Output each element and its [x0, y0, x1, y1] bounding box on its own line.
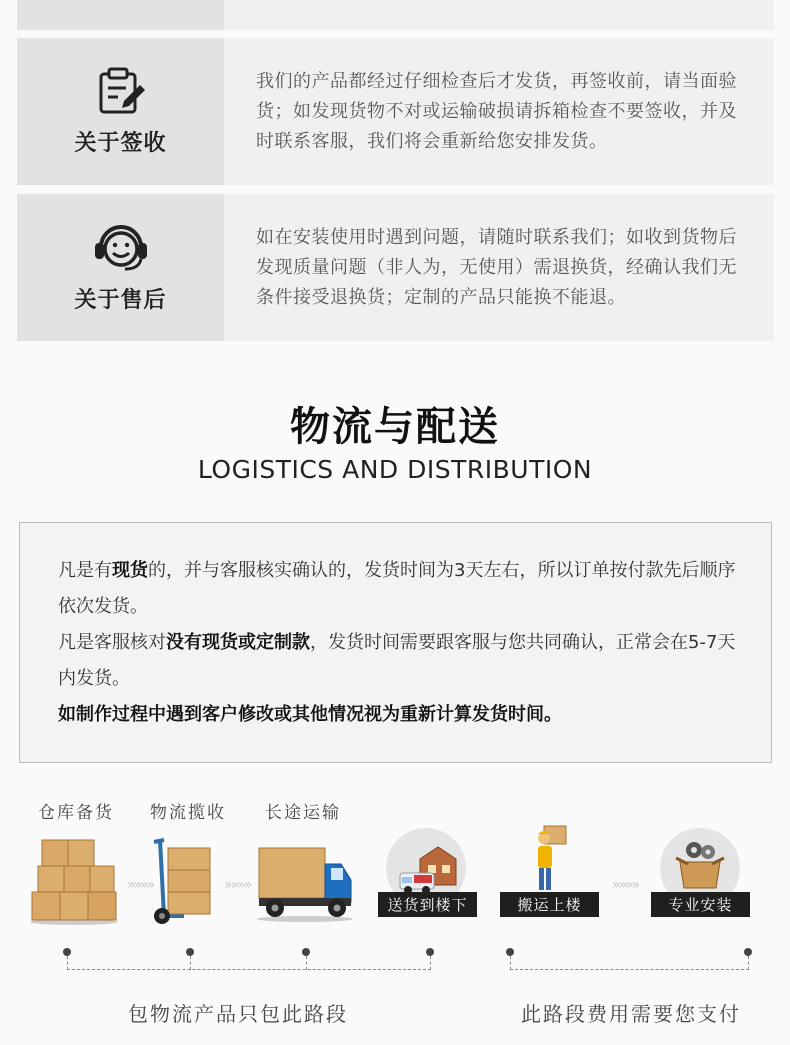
notice-paragraph-2: [58, 625, 741, 697]
step-arrow: »»»»: [612, 877, 639, 893]
step-label-pickup: 物流揽收: [150, 803, 226, 823]
timeline-dot: [63, 948, 71, 956]
timeline-bracket-left: [67, 969, 431, 970]
timeline-dot: [744, 948, 752, 956]
info-card-signing-left: [17, 38, 224, 185]
tag-deliver-downstairs: 送货到楼下: [378, 892, 477, 917]
clipboard-pen-icon: [96, 66, 146, 120]
timeline-dot: [426, 948, 434, 956]
headset-smile-icon: [91, 221, 151, 277]
card-text: 如在安装使用时遇到问题，请随时联系我们；如收到货物后发现质量问题（非人为，无使用）需退换货，经确认我们无条件接受退换货；定制的产品只能换不能退。: [256, 226, 737, 308]
notice-text: 的，并与客服核实确认的，发货时间为3天左右，所以订单按付款先后顺序依次发货。: [58, 560, 736, 617]
step-arrow: »»»»: [224, 877, 251, 893]
info-card-top-left: [17, 0, 224, 30]
timeline-dash: [510, 956, 511, 970]
notice-text: 凡是有: [58, 560, 112, 581]
info-card-top-right: [224, 0, 774, 30]
info-card-aftersales: [17, 194, 774, 341]
free-segment-note: 包物流产品只包此路段: [128, 1002, 348, 1026]
timeline-bracket-right: [510, 969, 749, 970]
section-subtitle: LOGISTICS AND DISTRIBUTION: [197, 455, 593, 484]
timeline-dash: [306, 956, 307, 970]
tag-carry-upstairs: 搬运上楼: [500, 892, 599, 917]
timeline-dash: [67, 956, 68, 970]
worker-carrying-box-icon: [528, 824, 570, 898]
step-label-transport: 长途运输: [265, 803, 341, 823]
info-card-aftersales-right: [224, 194, 774, 341]
section-title: 物流与配送: [290, 404, 500, 450]
box-gears-icon: [672, 838, 728, 894]
paid-segment-note: 此路段费用需要您支付: [521, 1002, 741, 1026]
shipping-notice: [19, 522, 772, 763]
timeline-dash: [190, 956, 191, 970]
notice-paragraph-1: [58, 553, 741, 625]
timeline-dot: [302, 948, 310, 956]
timeline-dot: [186, 948, 194, 956]
timeline-dash: [430, 956, 431, 970]
info-card-signing: [17, 38, 774, 185]
step-arrow: »»»»: [127, 877, 154, 893]
info-card-signing-right: [224, 38, 774, 185]
card-title: 关于售后: [74, 288, 167, 313]
info-card-aftersales-left: [17, 194, 224, 341]
stacked-boxes-icon: [28, 832, 120, 930]
card-title: 关于签收: [74, 131, 167, 156]
notice-bold: 没有现货或定制款: [166, 632, 310, 653]
timeline-dot: [506, 948, 514, 956]
notice-text: ，发货时间需要跟客服与您共同确认，正常会在5-7天内发货。: [58, 632, 736, 689]
notice-bold: 现货: [112, 560, 148, 581]
info-card-top: [17, 0, 774, 30]
step-label-warehouse: 仓库备货: [38, 803, 114, 823]
tag-professional-install: 专业安装: [651, 892, 750, 917]
delivery-truck-icon: [255, 840, 355, 926]
notice-bold: 如制作过程中遇到客户修改或其他情况视为重新计算发货时间。: [58, 704, 562, 725]
notice-text: 凡是客服核对: [58, 632, 166, 653]
hand-truck-icon: [150, 836, 216, 930]
notice-paragraph-3: [58, 697, 741, 733]
timeline-dash: [748, 956, 749, 970]
card-text: 我们的产品都经过仔细检查后才发货，再签收前，请当面验货；如发现货物不对或运输破损请拆箱检查不要签收，并及时联系客服，我们将会重新给您安排发货。: [256, 70, 737, 152]
house-van-icon: [398, 845, 458, 899]
